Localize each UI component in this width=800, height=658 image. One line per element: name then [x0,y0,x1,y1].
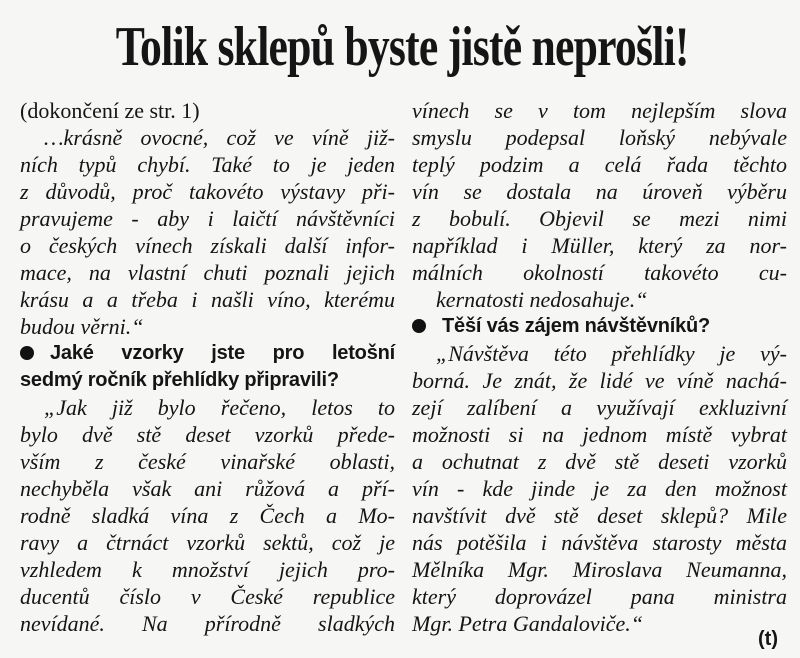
text-line: který doprovázel pana ministra [412,584,787,609]
text-line: vín - kde jinde je za den možnost [412,476,787,501]
text-line: Mgr. Petra Gandaloviče.“ [412,611,643,636]
text-line: vzhledem k množství jejich pro- [20,557,395,582]
text-line: rodně sladká vína z Čech a Mo- [20,503,395,528]
intro-paragraph [20,124,395,340]
text-line: pravujeme - aby i laičtí návštěvníci [20,206,395,231]
text-line: nechyběla však ani růžová a pří- [20,476,395,501]
text-line: budou věrni.“ [20,314,144,339]
text-line: Mělníka Mgr. Miroslava Neumanna, [412,557,787,582]
answer-paragraph [20,394,395,637]
text-line: krásu a a třeba i našli víno, kterému [20,287,395,312]
bullet-icon [412,319,426,333]
answer-paragraph [412,340,787,637]
text-line: navštívit dvě stě deset sklepů? Mile [412,503,787,528]
bullet-icon [20,346,34,360]
question-line: Těší vás zájem návštěvníků? [412,313,787,340]
text-line: vínech se v tom nejlepším slova [412,98,787,123]
question-line: Jaké vzorky jste pro letošní [20,340,395,367]
text-line: z důvodů, proč takovéto výstavy při- [20,179,395,204]
text-line: mace, na vlastní chuti poznali jejich [20,260,395,285]
text-line: nás potěšila i návštěva starosty města [412,530,787,555]
question-line: sedmý ročník přehlídky připravili? [20,369,339,391]
text-line: vším z české vinařské oblasti, [20,449,395,474]
text-line: o českých vínech získali další infor- [20,233,395,258]
text-line: ducentů číslo v České republice [20,584,395,609]
answer-paragraph-continued [412,97,787,313]
text-line: kernatosti nedosahuje.“ [436,287,648,312]
text-line: málních okolností takovéto cu- [412,260,787,285]
text-line: zejí zalíbení a využívají exkluzivní [412,395,787,420]
author-signature: (t) [758,628,778,650]
question-heading [20,340,395,394]
left-column [20,97,395,637]
text-line: z bobulí. Objevil se mezi nimi [412,206,787,231]
continuation-note: (dokončení ze str. 1) [20,98,200,123]
text-line: …krásně ovocné, což ve víně již- [44,125,395,150]
question-heading [412,313,787,340]
text-line: například i Müller, který za nor- [412,233,787,258]
text-line: ravy a čtrnáct vzorků sektů, což je [20,530,395,555]
text-line: bylo dvě stě deset vzorků přede- [20,422,395,447]
text-line: smyslu podepsal loňský nebývale [412,125,787,150]
text-line: „Návštěva této přehlídky je vý- [436,341,787,366]
text-line: vín se dostala na úroveň výběru [412,179,787,204]
text-line: nevídané. Na přírodně sladkých [20,611,395,636]
text-line: možnosti si na jednom místě vybrat [412,422,787,447]
right-column [412,97,787,637]
article-headline: Tolik sklepů byste jistě neprošli! [115,16,689,78]
text-line: teplý podzim a celá řada těchto [412,152,787,177]
text-line: borná. Je znát, že lidé ve víně nachá- [412,368,787,393]
text-line: „Jak již bylo řečeno, letos to [44,395,395,420]
text-line: ních typů chybí. Také to je jeden [20,152,395,177]
text-line: a ochutnat z dvě stě deseti vzorků [412,449,787,474]
